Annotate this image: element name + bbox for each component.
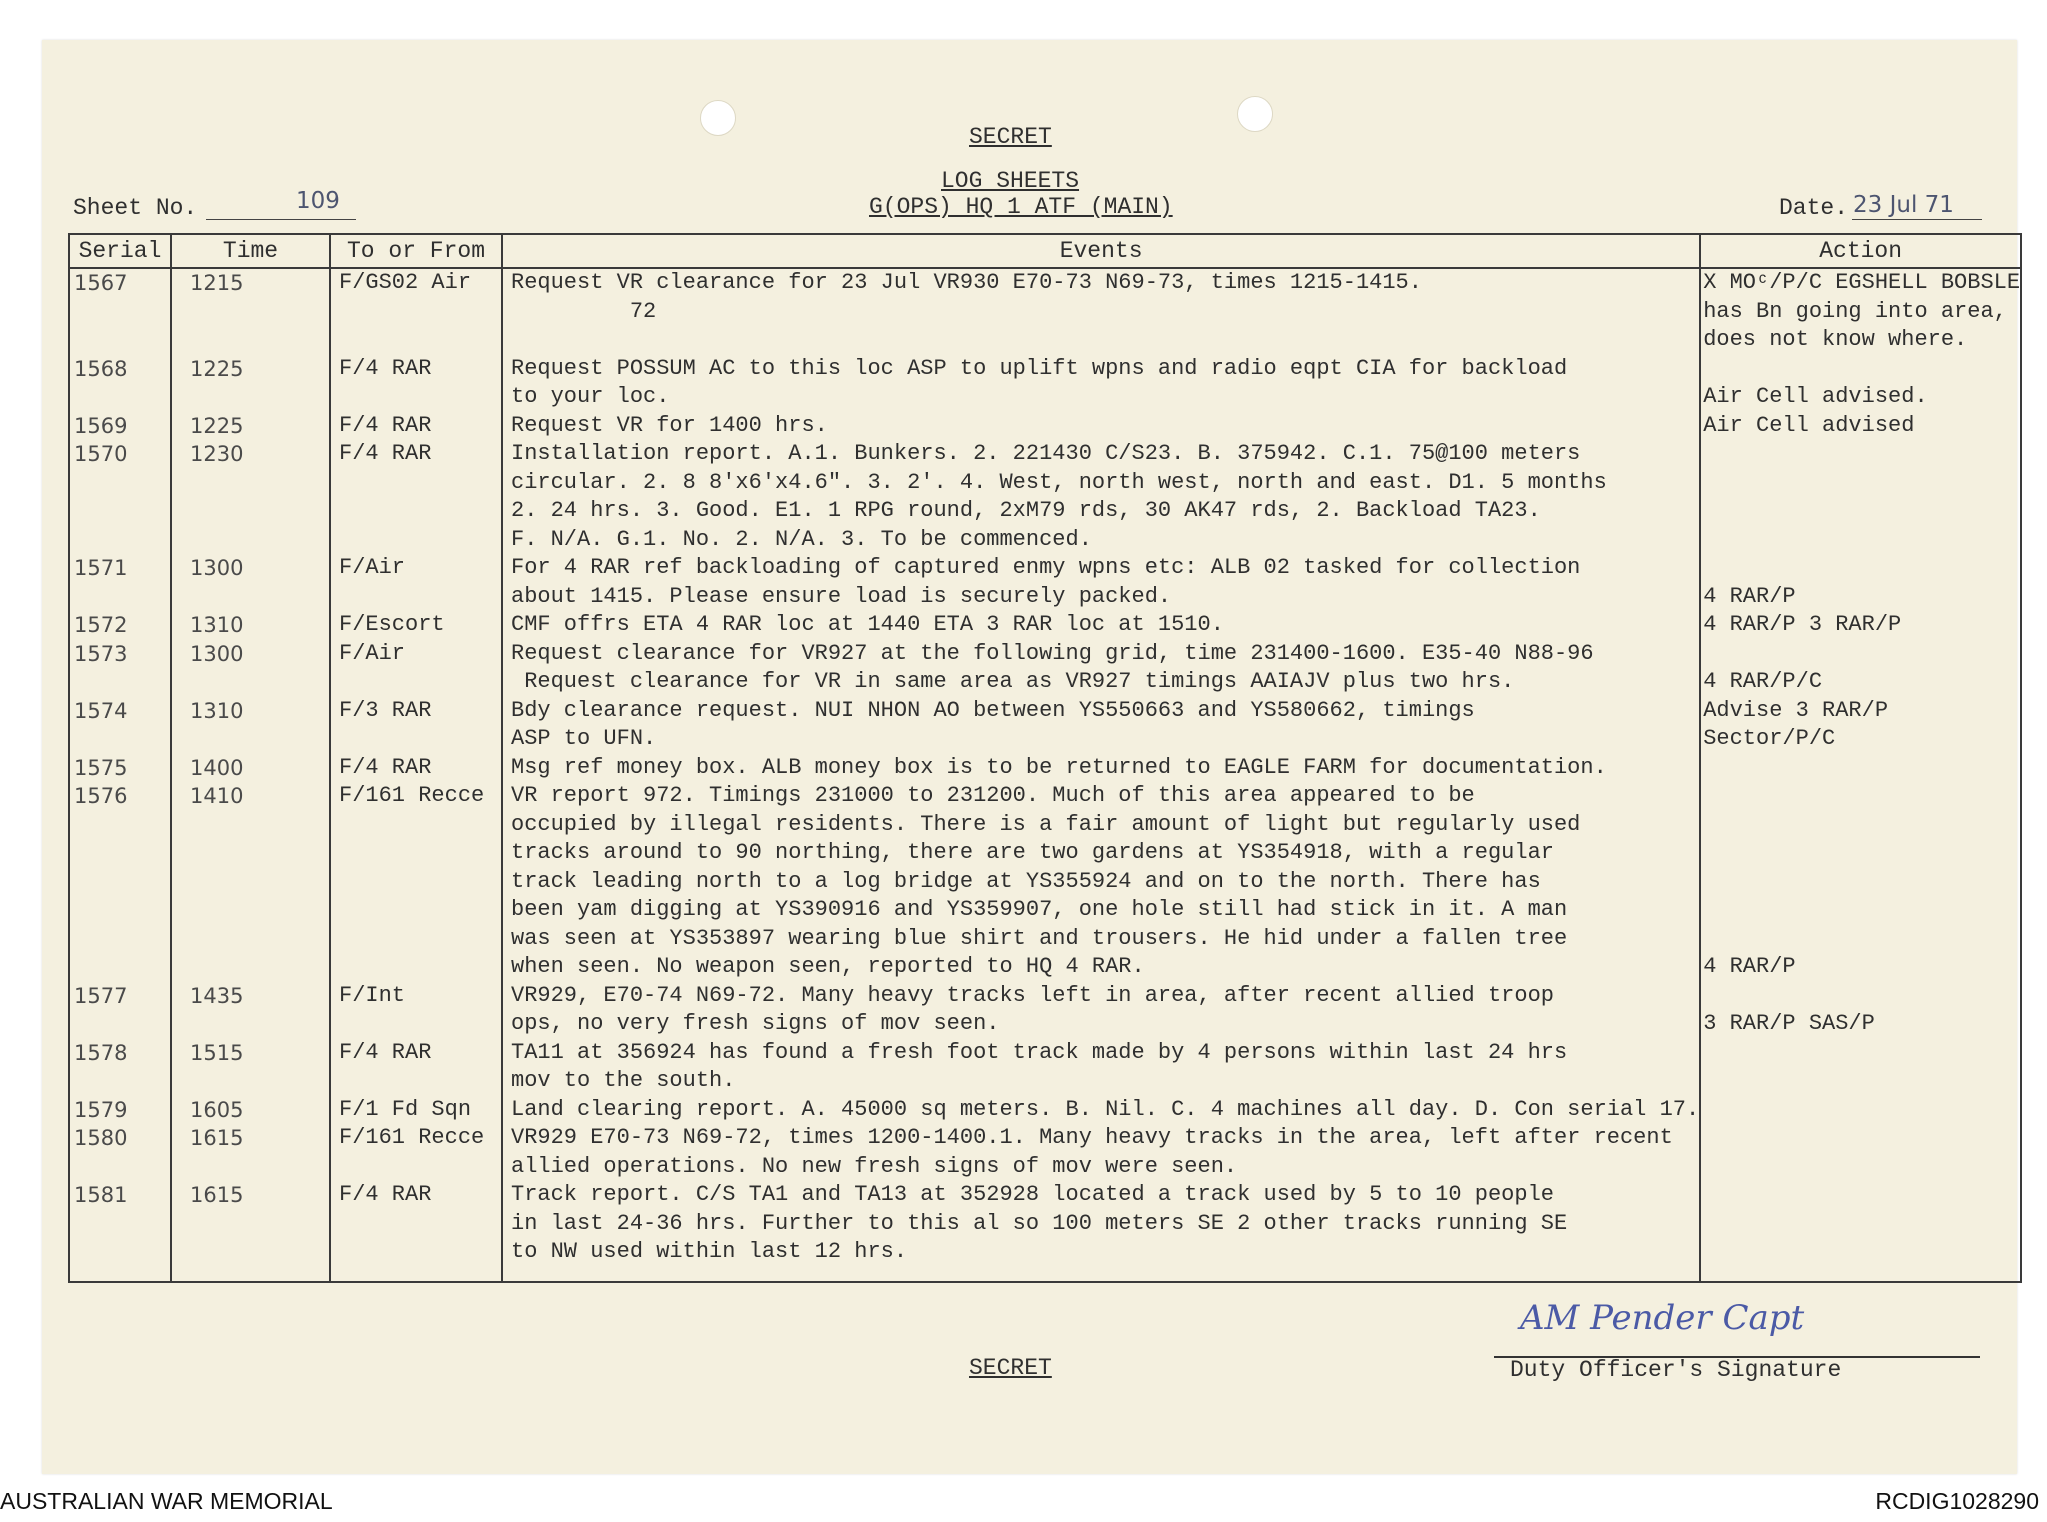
serial-cell: 1567 [69, 268, 171, 355]
action-cell: 4 RAR/P 3 RAR/P [1700, 611, 2021, 640]
table-row [69, 1096, 2021, 1125]
serial-cell: 1568 [69, 355, 171, 412]
from-cell: F/4 RAR [330, 1181, 502, 1282]
punch-hole-right [1237, 96, 1273, 132]
action-cell: Advise 3 RAR/P Sector/P/C [1700, 697, 2021, 754]
col-header-events: Events [502, 234, 1700, 268]
action-cell: Air Cell advised. [1700, 355, 2021, 412]
table-row [69, 611, 2021, 640]
action-cell [1700, 1096, 2021, 1125]
action-cell: 4 RAR/P [1700, 554, 2021, 611]
sheet-no-label: Sheet No. [73, 195, 198, 221]
time-cell: 1225 [171, 355, 330, 412]
time-cell: 1435 [171, 982, 330, 1039]
action-cell [1700, 440, 2021, 554]
events-cell: VR929 E70-73 N69-72, times 1200-1400.1. Many heavy tracks in the area, left after recent allied operations. No new fresh signs of mov were seen. [502, 1124, 1700, 1181]
time-cell: 1615 [171, 1124, 330, 1181]
from-cell: F/4 RAR [330, 754, 502, 783]
from-cell: F/161 Recce [330, 1124, 502, 1181]
serial-cell: 1581 [69, 1181, 171, 1282]
events-cell: Installation report. A.1. Bunkers. 2. 221430 C/S23. B. 375942. C.1. 75@100 meters circular. 2. 8 8'x6'x4.6". 3. 2'. 4. West, north west, north and east. D1. 5 months 2. 24 hrs. 3. Good. E1. 1 RPG round, 2xM79 rds, 30 AK47 rds, 2. Backload TA23. F. N/A. G.1. No. 2. N/A. 3. To be commenced. [502, 440, 1700, 554]
from-cell: F/GS02 Air [330, 268, 502, 355]
action-cell: Air Cell advised [1700, 412, 2021, 441]
action-cell [1700, 754, 2021, 783]
signature-label: Duty Officer's Signature [1510, 1357, 1842, 1383]
time-cell: 1230 [171, 440, 330, 554]
from-cell: F/Air [330, 640, 502, 697]
from-cell: F/161 Recce [330, 782, 502, 982]
log-table [68, 233, 2022, 1283]
events-cell: Msg ref money box. ALB money box is to be returned to EAGLE FARM for documentation. [502, 754, 1700, 783]
serial-cell: 1571 [69, 554, 171, 611]
from-cell: F/4 RAR [330, 412, 502, 441]
classification-bottom: SECRET [969, 1355, 1052, 1381]
time-cell: 1400 [171, 754, 330, 783]
table-row [69, 1181, 2021, 1282]
date-value: 23 Jul 71 [1853, 192, 1954, 218]
date-label: Date. [1779, 195, 1849, 221]
time-cell: 1310 [171, 611, 330, 640]
from-cell: F/4 RAR [330, 1039, 502, 1096]
punch-hole-left [700, 100, 736, 136]
time-cell: 1515 [171, 1039, 330, 1096]
time-cell: 1225 [171, 412, 330, 441]
events-cell: Land clearing report. A. 45000 sq meters. B. Nil. C. 4 machines all day. D. Con serial 17. [502, 1096, 1700, 1125]
col-header-from: To or From [330, 234, 502, 268]
events-cell: TA11 at 356924 has found a fresh foot track made by 4 persons within last 24 hrs mov to the south. [502, 1039, 1700, 1096]
serial-cell: 1578 [69, 1039, 171, 1096]
serial-cell: 1575 [69, 754, 171, 783]
table-row [69, 355, 2021, 412]
time-cell: 1615 [171, 1181, 330, 1282]
date-underline [1852, 219, 1982, 220]
serial-cell: 1573 [69, 640, 171, 697]
time-cell: 1605 [171, 1096, 330, 1125]
serial-cell: 1580 [69, 1124, 171, 1181]
page-subtitle: G(OPS) HQ 1 ATF (MAIN) [869, 194, 1173, 220]
table-row [69, 697, 2021, 754]
action-cell [1700, 1124, 2021, 1181]
events-cell: Request clearance for VR927 at the following grid, time 231400-1600. E35-40 N88-96 Request clearance for VR in same area as VR927 timings AAIAJV plus two hrs. [502, 640, 1700, 697]
events-cell: For 4 RAR ref backloading of captured enmy wpns etc: ALB 02 tasked for collection about 1415. Please ensure load is securely packed. [502, 554, 1700, 611]
table-row [69, 1039, 2021, 1096]
log-body [69, 268, 2021, 1282]
from-cell: F/4 RAR [330, 440, 502, 554]
from-cell: F/3 RAR [330, 697, 502, 754]
table-row [69, 782, 2021, 982]
action-cell [1700, 1181, 2021, 1282]
time-cell: 1310 [171, 697, 330, 754]
time-cell: 1215 [171, 268, 330, 355]
serial-cell: 1576 [69, 782, 171, 982]
events-cell: Bdy clearance request. NUI NHON AO between YS550663 and YS580662, timings ASP to UFN. [502, 697, 1700, 754]
duty-officer-signature: AM Pender Capt [1520, 1298, 1805, 1338]
events-cell: CMF offrs ETA 4 RAR loc at 1440 ETA 3 RAR loc at 1510. [502, 611, 1700, 640]
action-cell: 4 RAR/P/C [1700, 640, 2021, 697]
table-row [69, 268, 2021, 355]
serial-cell: 1579 [69, 1096, 171, 1125]
table-header-row [69, 234, 2021, 268]
table-row [69, 640, 2021, 697]
events-cell: Track report. C/S TA1 and TA13 at 352928 located a track used by 5 to 10 people in last 24-36 hrs. Further to this al so 100 meters SE 2 other tracks running SE to NW used within last 12 hrs. [502, 1181, 1700, 1282]
serial-cell: 1569 [69, 412, 171, 441]
sheet-no-underline [206, 219, 356, 220]
events-cell: Request VR clearance for 23 Jul VR930 E70-73 N69-73, times 1215-1415. 72 [502, 268, 1700, 355]
events-cell: Request VR for 1400 hrs. [502, 412, 1700, 441]
time-cell: 1410 [171, 782, 330, 982]
classification-top: SECRET [969, 124, 1052, 150]
col-header-action: Action [1700, 234, 2021, 268]
table-row [69, 554, 2021, 611]
col-header-serial: Serial [69, 234, 171, 268]
from-cell: F/Air [330, 554, 502, 611]
table-row [69, 982, 2021, 1039]
action-cell [1700, 1039, 2021, 1096]
from-cell: F/4 RAR [330, 355, 502, 412]
events-cell: VR929, E70-74 N69-72. Many heavy tracks left in area, after recent allied troop ops, no very fresh signs of mov seen. [502, 982, 1700, 1039]
table-row [69, 440, 2021, 554]
events-cell: VR report 972. Timings 231000 to 231200. Much of this area appeared to be occupied by illegal residents. There is a fair amount of light but regularly used tracks around to 90 northing, there are two gardens at YS354918, with a regular track leading north to a log bridge at YS355924 and on to the north. There has been yam digging at YS390916 and YS359907, one hole still had stick in it. A man was seen at YS353897 wearing blue shirt and trousers. He hid under a fallen tree when seen. No weapon seen, reported to HQ 4 RAR. [502, 782, 1700, 982]
action-cell: X MOᶜ/P/C EGSHELL BOBSLE has Bn going into area, does not know where. [1700, 268, 2021, 355]
action-cell: 3 RAR/P SAS/P [1700, 982, 2021, 1039]
table-row [69, 754, 2021, 783]
archive-institution: AUSTRALIAN WAR MEMORIAL [0, 1488, 333, 1514]
page-title: LOG SHEETS [941, 168, 1080, 194]
from-cell: F/Int [330, 982, 502, 1039]
table-row [69, 1124, 2021, 1181]
table-row [69, 412, 2021, 441]
serial-cell: 1577 [69, 982, 171, 1039]
from-cell: F/1 Fd Sqn [330, 1096, 502, 1125]
serial-cell: 1572 [69, 611, 171, 640]
action-cell: 4 RAR/P [1700, 782, 2021, 982]
serial-cell: 1574 [69, 697, 171, 754]
serial-cell: 1570 [69, 440, 171, 554]
sheet-no-value: 109 [296, 188, 340, 214]
col-header-time: Time [171, 234, 330, 268]
time-cell: 1300 [171, 554, 330, 611]
from-cell: F/Escort [330, 611, 502, 640]
events-cell: Request POSSUM AC to this loc ASP to uplift wpns and radio eqpt CIA for backload to your loc. [502, 355, 1700, 412]
time-cell: 1300 [171, 640, 330, 697]
archive-reference: RCDIG1028290 [1875, 1488, 2039, 1514]
